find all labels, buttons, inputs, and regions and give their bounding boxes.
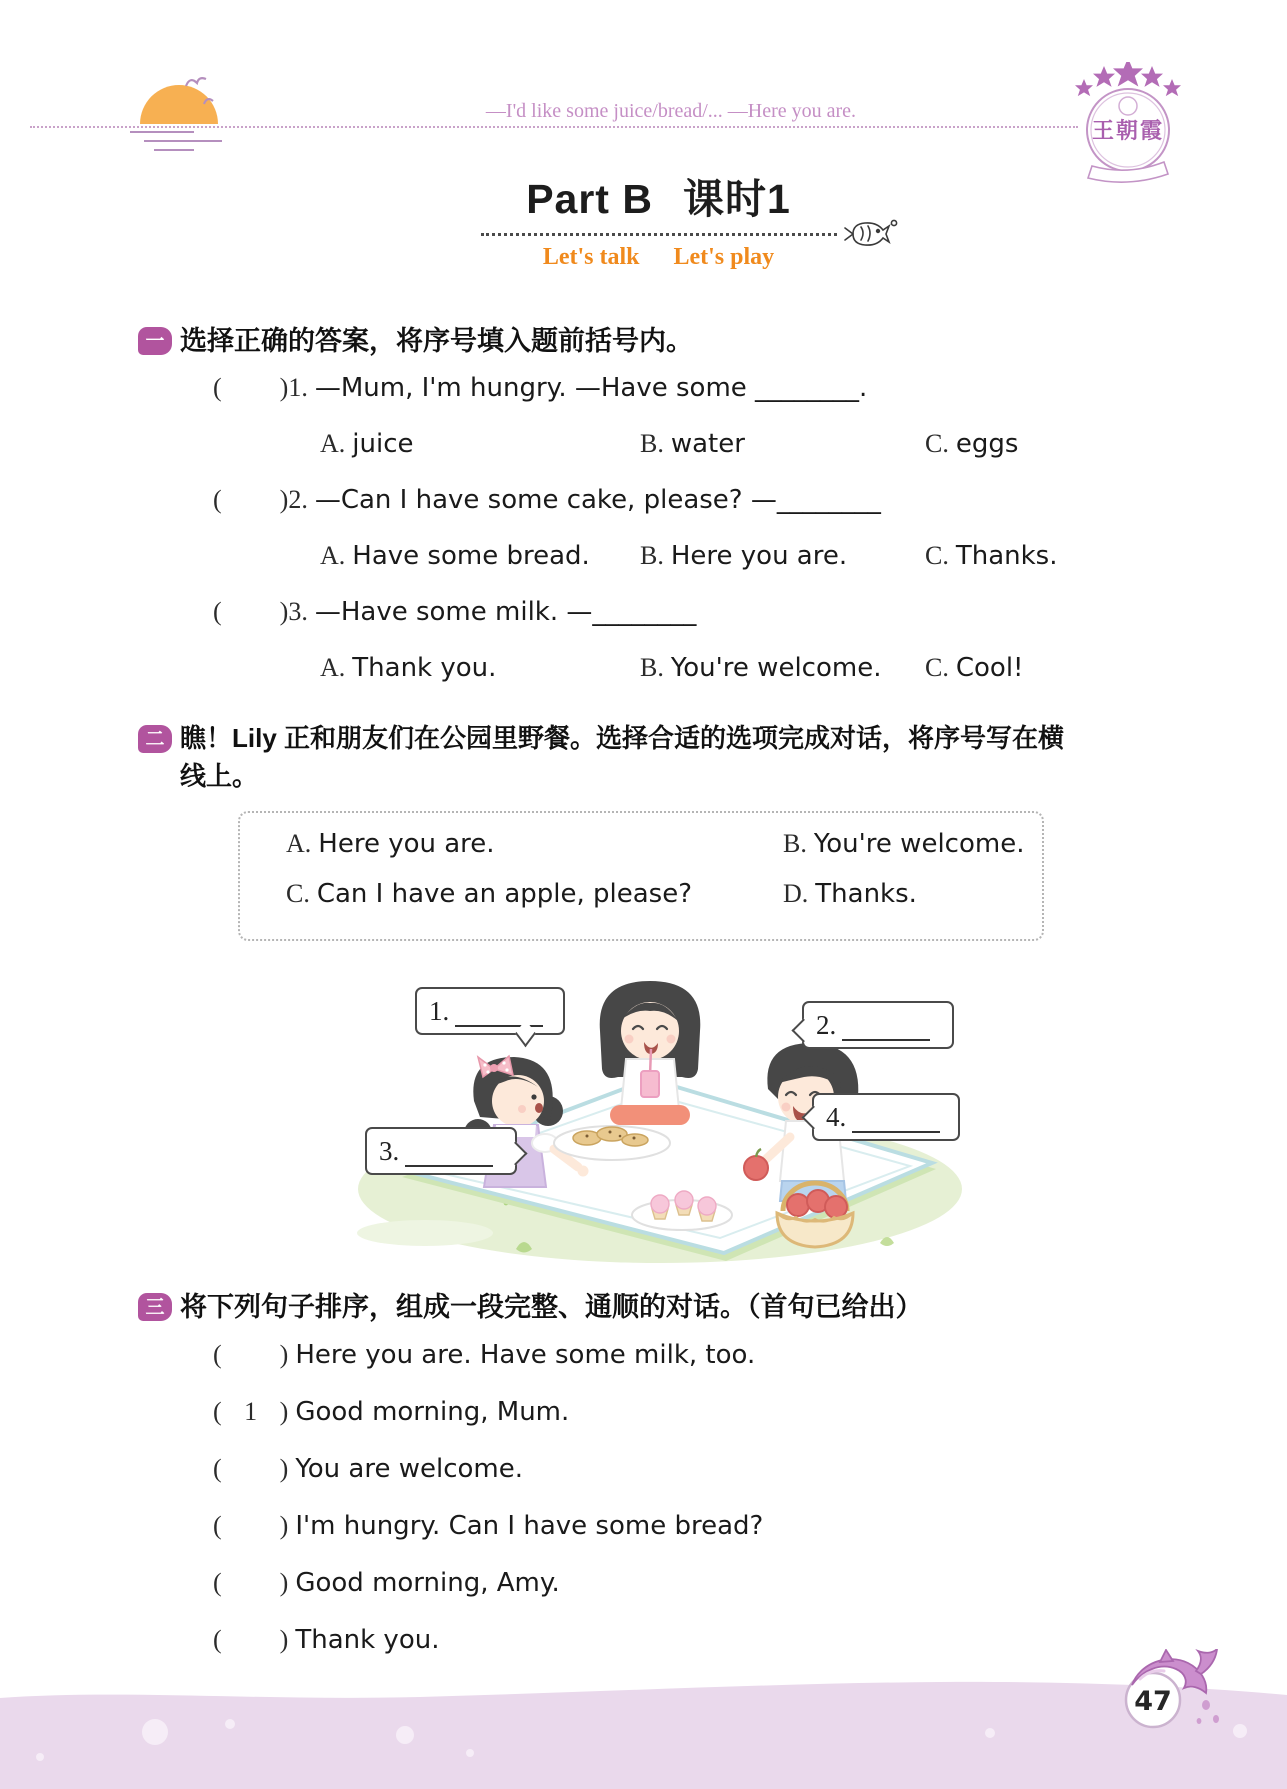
option-c (925, 429, 1203, 459)
option-label: C. (925, 429, 949, 459)
option-label: C. (925, 541, 949, 571)
order-item-1 (138, 1340, 1203, 1384)
open-paren: ( (213, 485, 222, 515)
open-paren: ( (213, 1340, 222, 1370)
option-label: C. (925, 653, 949, 683)
close-paren: ) (279, 597, 289, 627)
open-paren: ( (213, 1568, 222, 1598)
option-text: Thanks. (815, 879, 917, 910)
close-paren: ) (279, 373, 289, 403)
question-3 (138, 597, 1203, 641)
option-c (925, 541, 1203, 571)
order-item-5 (138, 1568, 1203, 1612)
question-number: 2. (288, 485, 308, 515)
question-number: 1. (288, 373, 308, 403)
bank-option-c (286, 879, 783, 909)
section-one-header (138, 322, 1203, 361)
option-label: A. (320, 541, 346, 571)
option-label: B. (640, 653, 664, 683)
question-1 (138, 373, 1203, 417)
question-2-options (138, 541, 1203, 585)
close-paren: ) (279, 485, 289, 515)
section-one (138, 322, 1203, 697)
order-item-4 (138, 1511, 1203, 1555)
footer-wave (0, 1649, 1287, 1789)
open-paren: ( (213, 597, 222, 627)
sentence-text: Thank you. (295, 1625, 440, 1656)
option-a (320, 429, 640, 459)
bank-option-d (783, 879, 1032, 909)
sentence-text: Here you are. Have some milk, too. (295, 1340, 756, 1371)
question-text: —Can I have some cake, please? —________ (314, 485, 881, 516)
speech-bubble-4 (812, 1093, 960, 1141)
option-text: Cool! (955, 653, 1024, 684)
sentence-text: Good morning, Amy. (295, 1568, 560, 1599)
section-one-heading: 选择正确的答案，将序号填入题前括号内。 (180, 326, 693, 356)
section-two (138, 720, 1203, 1269)
question-2 (138, 485, 1203, 529)
option-text: juice (352, 429, 414, 460)
answer-blank-line[interactable] (852, 1101, 940, 1133)
brand-name: 王朝霞 (1091, 118, 1164, 143)
page-title (30, 166, 1287, 225)
section-one-badge: 一 (138, 327, 172, 355)
sentence-text: I'm hungry. Can I have some bread? (295, 1511, 764, 1542)
answer-blank-line[interactable] (405, 1135, 493, 1167)
bank-option-a (286, 829, 783, 859)
option-b (640, 429, 925, 459)
order-item-2 (138, 1397, 1203, 1441)
word-bank-box (238, 811, 1044, 941)
fish-doodle-icon (843, 217, 899, 251)
option-c (925, 653, 1203, 683)
option-label: A. (320, 653, 346, 683)
close-paren: ) (279, 1568, 289, 1598)
option-text: Thank you. (352, 653, 497, 684)
close-paren: ) (279, 1397, 289, 1427)
question-text: —Mum, I'm hungry. —Have some ________. (314, 373, 868, 404)
bubble-number: 1. (429, 995, 450, 1026)
section-two-heading: 瞧！Lily 正和朋友们在公园里野餐。选择合适的选项完成对话，将序号写在横线上。 (180, 723, 1065, 791)
lesson-subtitle (30, 244, 1287, 271)
close-paren: ) (279, 1511, 289, 1541)
option-text: Can I have an apple, please? (316, 879, 693, 910)
section-three-heading: 将下列句子排序，组成一段完整、通顺的对话。（首句已给出） (180, 1292, 923, 1322)
option-a (320, 541, 640, 571)
open-paren: ( (213, 1511, 222, 1541)
option-b (640, 541, 925, 571)
option-label: A. (320, 429, 346, 459)
subtitle-lets-play: Let's play (673, 244, 775, 270)
question-3-options (138, 653, 1203, 697)
section-three (138, 1288, 1203, 1669)
option-text: water (670, 429, 745, 460)
option-label: B. (640, 429, 664, 459)
option-label: D. (783, 879, 809, 909)
word-bank-row-2 (286, 879, 1032, 925)
close-paren: ) (279, 1340, 289, 1370)
option-text: Have some bread. (352, 541, 590, 572)
snack-plate (554, 1126, 670, 1160)
section-two-badge: 二 (138, 725, 172, 753)
title-block (0, 166, 1287, 271)
sentence-text: Good morning, Mum. (295, 1397, 570, 1428)
option-a (320, 653, 640, 683)
open-paren: ( (213, 1454, 222, 1484)
page-title-part: Part B (526, 176, 653, 222)
option-text: Here you are. (670, 541, 848, 572)
option-text: Thanks. (955, 541, 1058, 572)
picnic-illustration (320, 951, 980, 1269)
answer-blank-line[interactable] (455, 995, 543, 1027)
answer-blank-line[interactable] (842, 1009, 930, 1041)
bank-option-b (783, 829, 1032, 859)
option-text: eggs (955, 429, 1019, 460)
unit-motto: —I'd like some juice/bread/... —Here you are. (485, 100, 857, 122)
apple-in-hand (744, 1156, 768, 1180)
section-two-header (138, 720, 1203, 795)
order-slot[interactable]: 1 (244, 1397, 258, 1427)
bubble-number: 4. (826, 1101, 847, 1132)
section-three-header (138, 1288, 1203, 1327)
question-number: 3. (288, 597, 308, 627)
bubble-number: 2. (816, 1009, 837, 1040)
speech-bubble-3 (365, 1127, 517, 1175)
cushion (610, 1105, 690, 1125)
open-paren: ( (213, 373, 222, 403)
option-label: C. (286, 879, 310, 909)
open-paren: ( (213, 1625, 222, 1655)
option-label: B. (640, 541, 664, 571)
speech-bubble-1 (415, 987, 565, 1035)
question-1-options (138, 429, 1203, 473)
page-footer (0, 1649, 1287, 1789)
page-number: 47 (1134, 1686, 1172, 1717)
option-text: You're welcome. (813, 829, 1025, 860)
question-text: —Have some milk. —________ (314, 597, 697, 628)
page-title-lesson: 课时1 (682, 176, 791, 222)
close-paren: ) (279, 1454, 289, 1484)
close-paren: ) (279, 1625, 289, 1655)
section-three-badge: 三 (138, 1293, 172, 1321)
option-text: Here you are. (318, 829, 495, 860)
bubble-number: 3. (379, 1135, 400, 1166)
option-label: B. (783, 829, 807, 859)
word-bank-row-1 (286, 829, 1032, 875)
subtitle-lets-talk: Let's talk (542, 244, 640, 270)
option-label: A. (286, 829, 312, 859)
sentence-text: You are welcome. (295, 1454, 524, 1485)
open-paren: ( (213, 1397, 222, 1427)
option-text: You're welcome. (670, 653, 882, 684)
title-underline (481, 229, 837, 236)
speech-bubble-2 (802, 1001, 954, 1049)
order-item-3 (138, 1454, 1203, 1498)
option-b (640, 653, 925, 683)
